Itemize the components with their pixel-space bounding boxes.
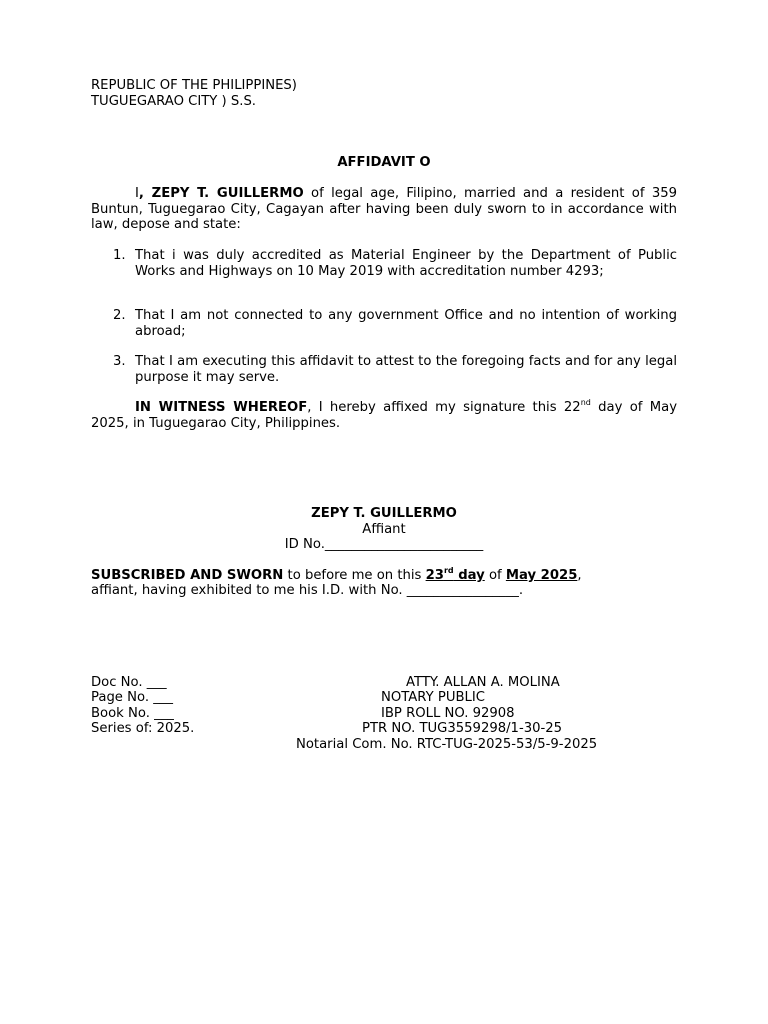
page-number: Page No. ___ [91, 690, 173, 705]
statement-item [91, 354, 677, 385]
book-number: Book No. ___ [91, 706, 174, 721]
statement-number: 3. [113, 354, 126, 369]
jurat-day [426, 568, 485, 583]
jurat-day-number: 23 [425, 568, 444, 583]
intro-text: of legal age, Filipino, married and a resident of 359 Buntun, Tuguegarao City, Cagayan after having been duly sworn to in accordance with law, depose and state: [91, 186, 678, 232]
witness-text-2: day of May 2025, in Tuguegarao City, Philippines. [91, 400, 677, 431]
jurat-day-word: day [453, 568, 485, 583]
intro-pronoun: I [135, 186, 139, 201]
notary-commission: Notarial Com. No. RTC-TUG-2025-53/5-9-2025 [296, 737, 598, 752]
jurat-heading: SUBSCRIBED AND SWORN [91, 568, 284, 583]
witness-day-suffix: nd [580, 398, 591, 407]
statement-text: That i was duly accredited as Material Engineer by the Department of Public Works and Highways on 10 May 2019 with accreditation number 4293; [135, 248, 677, 279]
statement-text: That I am not connected to any government Office and no intention of working abroad; [135, 308, 677, 339]
document-title: AFFIDAVIT O [337, 155, 431, 170]
notary-title: NOTARY PUBLIC [381, 690, 485, 705]
venue-line-2: TUGUEGARAO CITY ) S.S. [91, 94, 257, 109]
notary-name: ATTY. ALLAN A. MOLINA [406, 675, 560, 690]
doc-number: Doc No. ___ [91, 675, 167, 690]
intro-paragraph [91, 186, 677, 233]
venue-line-1: REPUBLIC OF THE PHILIPPINES) [91, 78, 297, 93]
affiant-id-line: ID No.________________________ [284, 537, 484, 552]
affiant-role: Affiant [362, 522, 406, 537]
notary-ibp-roll: IBP ROLL NO. 92908 [381, 706, 515, 721]
affiant-name: ZEPY T. GUILLERMO [311, 506, 457, 521]
jurat-line-1 [91, 568, 582, 584]
jurat-month: May 2025 [505, 568, 578, 583]
affiant-name-inline: , ZEPY T. GUILLERMO [138, 186, 304, 201]
notary-ptr: PTR NO. TUG3559298/1-30-25 [362, 721, 563, 736]
jurat-text-1: to before me on this [283, 568, 426, 583]
statement-item [91, 248, 677, 279]
statement-number: 1. [113, 248, 126, 263]
statement-number: 2. [113, 308, 126, 323]
series-year: Series of: 2025. [91, 721, 195, 736]
jurat-text-2: of [484, 568, 506, 583]
jurat-line-2: affiant, having exhibited to me his I.D. with No. _________________. [91, 583, 524, 598]
statement-item [91, 308, 677, 339]
witness-text-1: , I hereby affixed my signature this 22 [307, 400, 581, 415]
jurat-text-3: , [577, 568, 582, 583]
jurat-day-suffix: rd [443, 566, 454, 575]
witness-heading: IN WITNESS WHEREOF [135, 400, 308, 415]
witness-paragraph [91, 400, 677, 431]
statement-text: That I am executing this affidavit to attest to the foregoing facts and for any legal purpose it may serve. [135, 354, 677, 385]
